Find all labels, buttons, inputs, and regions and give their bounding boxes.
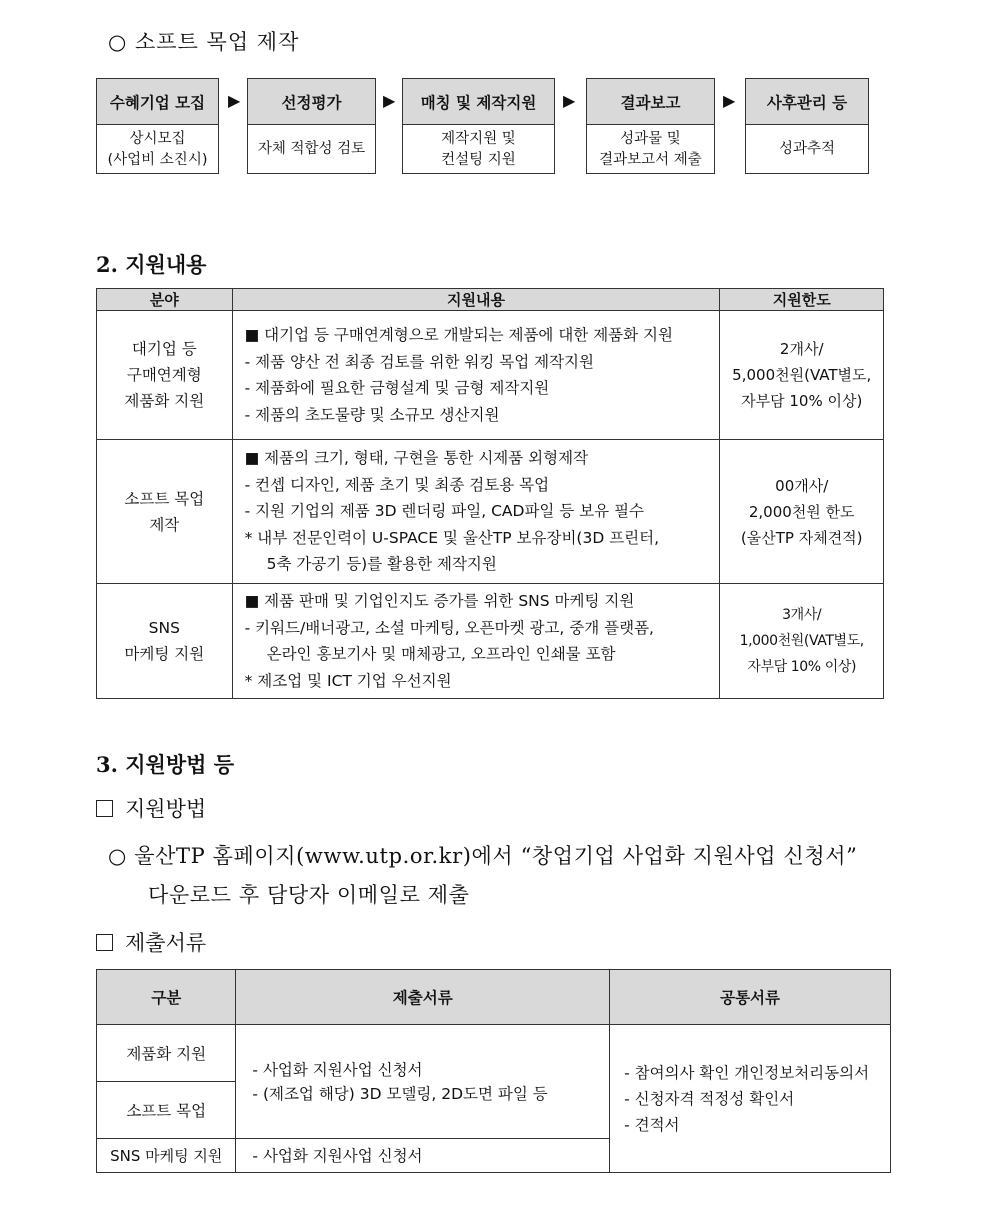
doc-line: - 견적서 [624,1115,680,1134]
doc-line: - 참여의사 확인 개인정보처리동의서 [624,1063,870,1082]
content-line: * 내부 전문인력이 U-SPACE 및 울산TP 보유장비(3D 프린터, [244,528,660,547]
doc-line: - 사업화 지원사업 신청서 [252,1060,423,1079]
category-cell: 소프트 목업 제작 [97,440,233,584]
table-header-row [97,289,884,311]
category-cell: SNS 마케팅 지원 [97,1139,236,1173]
common-docs-cell [610,1025,891,1173]
column-header: 지원내용 [232,289,720,311]
process-step-1 [96,78,219,174]
category-cell: 소프트 목업 [97,1082,236,1139]
category-cell: 대기업 등 구매연계형 제품화 지원 [97,311,233,440]
section-number: 2. [96,252,118,277]
column-header: 구분 [97,970,236,1025]
process-step-body: 성과물 및 결과보고서 제출 [599,130,702,168]
content-line: * 제조업 및 ICT 기업 우선지원 [244,671,452,690]
content-line: ■ 제품의 크기, 형태, 구현을 통한 시제품 외형제작 [244,449,589,468]
content-cell [232,311,720,440]
method-label-text: 지원방법 [125,797,207,821]
column-header: 공통서류 [610,970,891,1025]
content-line: 5축 가공기 등)를 활용한 제작지원 [266,555,497,574]
content-line: - 컨셉 디자인, 제품 초기 및 최종 검토용 목업 [244,475,550,494]
method-line-1: ○ 울산TP 홈페이지(www.utp.or.kr)에서 “창업기업 사업화 지원사업 신청서” [108,844,858,868]
method-line-2: 다운로드 후 담당자 이메일로 제출 [148,883,470,907]
content-line: ■ 대기업 등 구매연계형으로 개발되는 제품에 대한 제품화 지원 [244,326,673,344]
table-row [97,584,884,699]
content-line: - 제품 양산 전 최종 검토를 위한 워킹 목업 제작지원 [244,352,594,371]
arrow-right-icon: ▶ [563,91,576,110]
docs-label [96,927,206,957]
process-step-body: 자체 적합성 검토 [257,141,366,157]
docs-label-text: 제출서류 [125,931,207,955]
process-step-4 [586,78,715,174]
arrow-right-icon: ▶ [228,91,241,110]
category-cell: SNS 마케팅 지원 [97,584,233,699]
docs-cell [236,1025,610,1139]
content-cell [232,440,720,584]
doc-line: - (제조업 해당) 3D 모델링, 2D도면 파일 등 [252,1084,548,1103]
process-step-title: 사후관리 등 [746,79,868,125]
content-line: - 제품화에 필요한 금형설계 및 금형 제작지원 [244,379,550,397]
submission-docs-table [96,969,891,1173]
limit-cell: 00개사/ 2,000천원 한도 (울산TP 자체견적) [720,440,884,584]
table-row [97,1025,891,1082]
process-step-body: 제작지원 및 컨설팅 지원 [441,130,516,168]
limit-cell: 3개사/ 1,000천원(VAT별도, 자부담 10% 이상) [720,584,884,699]
column-header: 지원한도 [720,289,884,311]
process-step-title: 선정평가 [248,79,375,125]
doc-line: - 신청자격 적정성 확인서 [624,1089,795,1108]
process-step-2 [247,78,376,174]
checkbox-square-icon [96,800,113,817]
support-content-table [96,288,884,699]
content-line: ■ 제품 판매 및 기업인지도 증가를 위한 SNS 마케팅 지원 [244,592,635,610]
content-line: - 지원 기업의 제품 3D 렌더링 파일, CAD파일 등 보유 필수 [244,502,645,521]
process-step-title: 결과보고 [587,79,714,125]
process-step-body: 상시모집 (사업비 소진시) [107,130,208,168]
table-row [97,311,884,440]
section-title: 지원내용 [125,253,207,277]
column-header: 제출서류 [236,970,610,1025]
top-bullet: ○ 소프트 목업 제작 [108,30,300,54]
method-label [96,793,206,823]
process-step-title: 매칭 및 제작지원 [403,79,554,125]
table-row [97,440,884,584]
content-cell [232,584,720,699]
section-number: 3. [96,752,118,777]
process-step-5 [745,78,869,174]
docs-cell: - 사업화 지원사업 신청서 [236,1139,610,1173]
section-2-heading [96,249,206,279]
arrow-right-icon: ▶ [383,91,396,110]
arrow-right-icon: ▶ [723,91,736,110]
table-header-row [97,970,891,1025]
column-header: 분야 [97,289,233,311]
category-cell: 제품화 지원 [97,1025,236,1082]
checkbox-square-icon [96,934,113,951]
process-step-3 [402,78,555,174]
content-line: 온라인 홍보기사 및 매체광고, 오프라인 인쇄물 포함 [266,645,616,663]
process-step-title: 수혜기업 모집 [97,79,218,125]
process-step-body: 성과추적 [778,141,836,157]
content-line: - 키워드/배너광고, 소셜 마케팅, 오픈마켓 광고, 중개 플랫폼, [244,618,654,637]
section-title: 지원방법 등 [125,753,234,777]
content-line: - 제품의 초도물량 및 소규모 생산지원 [244,405,500,424]
section-3-heading [96,749,234,779]
limit-cell: 2개사/ 5,000천원(VAT별도, 자부담 10% 이상) [720,311,884,440]
